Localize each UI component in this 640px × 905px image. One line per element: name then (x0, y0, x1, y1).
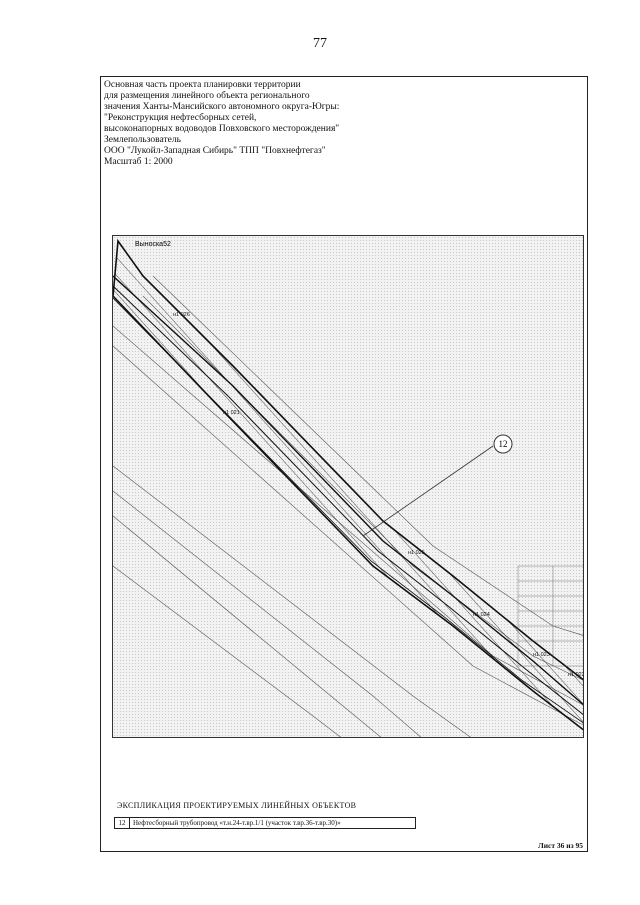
scale-label: Масштаб 1: 2000 (104, 157, 173, 167)
title-line: значения Ханты-Мансийского автономного округа-Югры: (104, 102, 340, 112)
point-label: н1 024 (473, 612, 490, 618)
callout-leader (363, 446, 493, 536)
boundary-line (153, 276, 584, 636)
legend-row (114, 817, 416, 829)
boundary-line (113, 466, 473, 738)
boundary-line (113, 516, 383, 738)
land-user-name: ООО "Лукойл-Западная Сибирь" ТПП "Повхнефтегаз" (104, 146, 326, 156)
title-line: для размещения линейного объекта регионального (104, 91, 310, 101)
legend-item-text: Нефтесборный трубопровод «т.н.24-т.вр.1/1 (участок т.вр.36-т.вр.30)» (133, 819, 341, 827)
callout-label: Выноска52 (135, 241, 171, 248)
title-block (104, 80, 404, 168)
point-label: н1 025 (408, 550, 425, 556)
page-number: 77 (313, 36, 327, 51)
legend-item-number: 12 (115, 818, 130, 828)
map-area (112, 235, 584, 738)
title-line: Основная часть проекта планировки территории (104, 80, 301, 90)
point-label: н1 023 (533, 652, 550, 658)
title-line: "Реконструкция нефтесборных сетей, (104, 113, 257, 123)
point-label: н1 022 (568, 672, 585, 678)
land-user-label: Землепользователь (104, 135, 181, 145)
point-label: н1 021 (223, 410, 240, 416)
legend-title: ЭКСПЛИКАЦИЯ ПРОЕКТИРУЕМЫХ ЛИНЕЙНЫХ ОБЪЕКТОВ (117, 801, 357, 810)
boundary-line (113, 566, 343, 738)
object-marker-label: 12 (498, 439, 508, 449)
point-label: н1 026 (173, 312, 190, 318)
map-drawing (113, 236, 584, 738)
sheet-number: Лист 36 из 95 (538, 841, 583, 850)
title-line: высоконапорных водоводов Повховского месторождения" (104, 124, 340, 134)
